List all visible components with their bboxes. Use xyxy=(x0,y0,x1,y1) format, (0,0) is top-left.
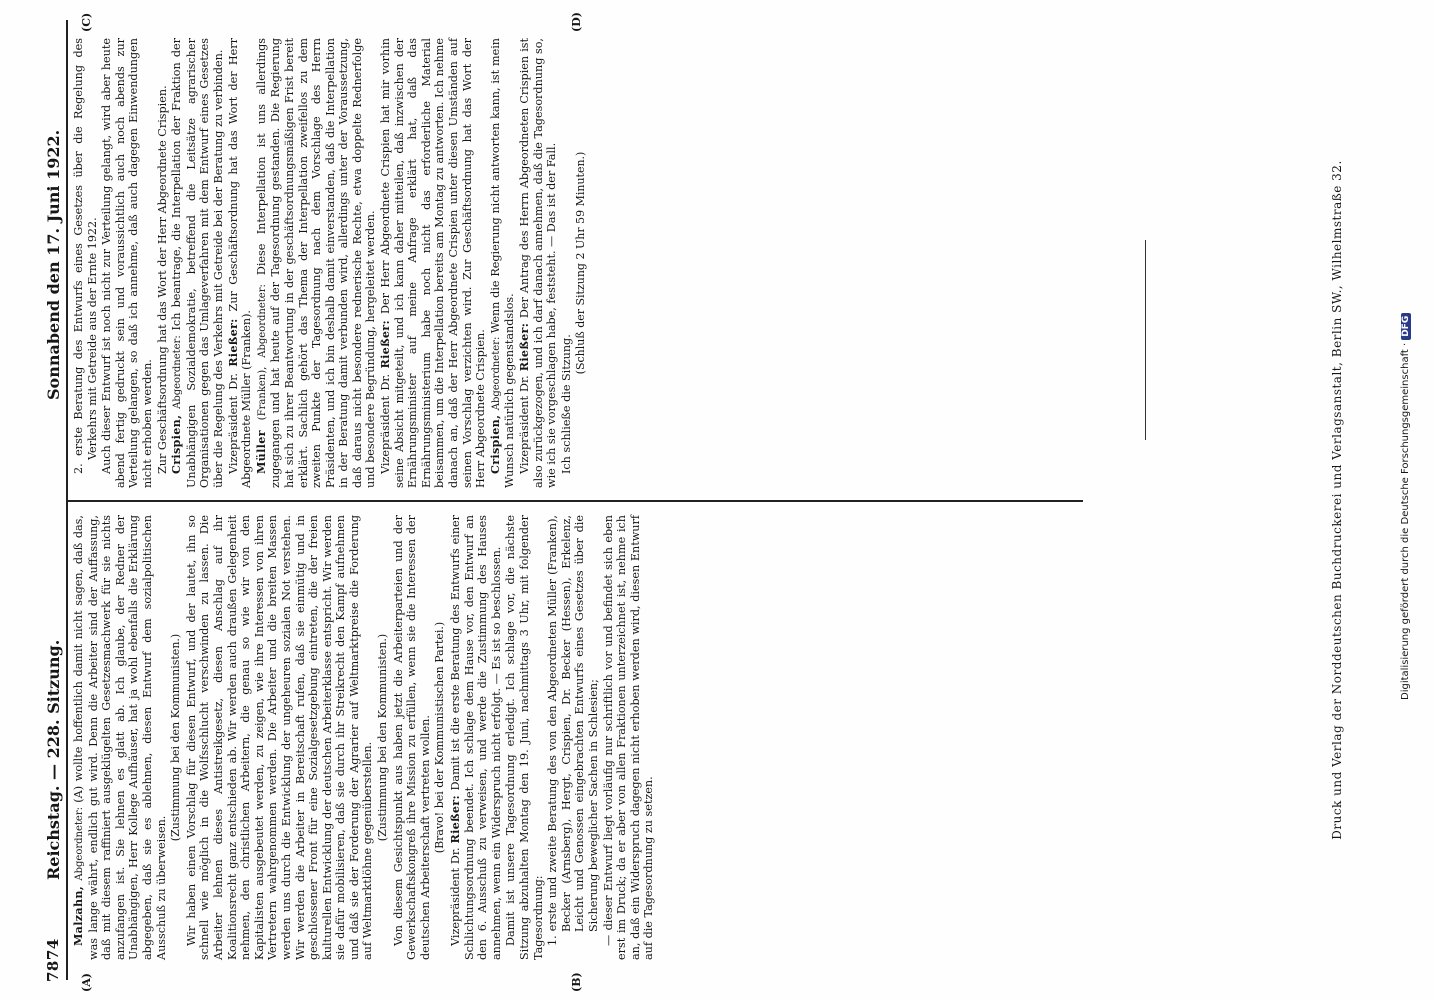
margin-mark-d: (D) xyxy=(570,12,583,32)
left-column xyxy=(72,515,1082,960)
interjection xyxy=(376,515,390,960)
speech-paragraph xyxy=(449,515,503,960)
speaker-name: Rießer: xyxy=(448,790,463,844)
speaker-role: Abgeordneter: xyxy=(490,333,502,411)
paragraph-text: Auch dieser Entwurf ist noch nicht zur Verteilung gelangt, wird aber heute abend fertig gedruckt sein und voraussichtlich auch noch abends zur Verteilung gelangen, so daß ich annehme, daß auch dagegen Einwendungen nicht erhoben werden. xyxy=(100,38,154,488)
paragraph xyxy=(156,38,170,488)
speaker-name: Rießer: xyxy=(517,318,531,372)
paragraph xyxy=(185,515,375,960)
interjection xyxy=(574,38,588,488)
paragraph xyxy=(100,38,154,488)
paragraph-text: (Zustimmung bei den Kommunisten.) xyxy=(376,633,390,842)
paragraph-text: Wenn die Regierung nicht antworten kann, ist mein Wunsch natürlich gegenstandslos. xyxy=(488,38,517,488)
paragraph-text: Damit ist unsere Tagesordnung erledigt. Ich schlage vor, die nächste Sitzung abzuhalten Montag den 19. Juni, nachmittags 3 Uhr, mit folgender Tagesordnung: xyxy=(504,515,545,960)
header-left-title: Reichstag. — 228. Sitzung. xyxy=(44,639,63,880)
speaker-name: Crispien, xyxy=(169,408,184,474)
paragraph-text: Ich schließe die Sitzung. xyxy=(559,334,573,474)
speaker-role: Vizepräsident Dr. xyxy=(379,368,393,474)
speaker-name: Rießer: xyxy=(225,311,240,367)
paragraph-text: Ich beantrage, die Interpellation der Fraktion der Unabhängigen Sozialdemokratie, betreffend die Leitsätze agrarischer Organisationen gegen das Umlageverfahren mit dem Entwurf eines Gesetzes über die Regelung des Verkehrs mit Getreide bei der Beratung zu verbinden. xyxy=(170,38,225,488)
digitization-text: Digitalisierung gefördert durch die Deutsche Forschungsgemeinschaft · xyxy=(1400,342,1411,700)
paragraph-text: (A) wollte hoffentlich damit nicht sagen, daß das, was lange währt, endlich gut wird. Denn die Arbeiter sind der Auffassung, daß mit diesem raffiniert ausgeklügelten Gesetzesmachwerk für sie nichts anzufangen ist. Sie lehnen es glatt ab. Ich glaube, der Redner der Unabhängigen, Herr Kollege Aufhäuser, hat ja wohl ebenfalls die Erklärung abgegeben, daß sie es ablehnen, diesen Entwurf dem sozialpolitischen Ausschuß zu überweisen. xyxy=(72,515,168,960)
paragraph-text: Damit ist die erste Beratung des Entwurfs einer Schlichtungsordnung beendet. Ich schlage dem Hause vor, den Entwurf an den 6. Ausschuß zu verweisen, und werde die Zustimmung des Hauses annehmen, wenn ein Widerspruch nicht erfolgt. — Es ist so beschlossen. xyxy=(449,515,503,960)
speaker-role: Vizepräsident Dr. xyxy=(518,371,531,474)
header-right-title: Sonnabend den 17. Juni 1922. xyxy=(44,129,63,400)
page-number: 7874 xyxy=(44,938,62,982)
paragraph xyxy=(504,515,545,960)
speaker-name: Crispien, xyxy=(487,410,502,474)
agenda-item xyxy=(72,38,99,488)
speaker-role: (Franken), Abgeordneter: xyxy=(256,275,268,421)
paragraph-text: (Bravo! bei der Kommunistischen Partei.) xyxy=(433,621,447,854)
dfg-logo-badge: DFG xyxy=(1401,313,1411,340)
paragraph-text: Von diesem Gesichtspunkt aus haben jetzt die Arbeiterparteien und der Gewerkschaftskongreß ihre Mission zu erfüllen, wenn sie die Interessen der deutschen Arbeiterschaft vertreten wollen. xyxy=(391,515,432,960)
speech-paragraph xyxy=(170,38,225,488)
paragraph-text: Der Herr Abgeordnete Crispien hat mir vorhin seine Absicht mitgeteilt, und ich kann daher mitteilen, daß inzwischen der Ernährungsminister auf meine Anfrage erklärt hat, daß das Ernährungsministerium habe noch nicht das erforderliche Material beisammen, um die Interpellation bereits am Montag zu antworten. Ich nehme danach an, daß der Herr Abgeordnete Crispien unter diesen Umständen auf seinen Vorschlag verzichten wird. Zur Geschäftsordnung hat das Wort der Herr Abgeordnete Crispien. xyxy=(379,38,488,488)
speech-paragraph xyxy=(379,38,488,488)
speaker-role: Vizepräsident Dr. xyxy=(226,366,240,474)
right-column xyxy=(72,38,1082,488)
speech-paragraph xyxy=(72,515,168,960)
paragraph-text: (Schluß der Sitzung 2 Uhr 59 Minuten.) xyxy=(574,151,588,375)
speech-paragraph xyxy=(227,38,254,488)
speaker-role: Vizepräsident Dr. xyxy=(449,843,463,946)
speaker-role: Abgeordneter: xyxy=(172,330,184,409)
interjection xyxy=(169,515,183,960)
paragraph-text: Diese Interpellation ist uns allerdings zugegangen und hat heute auf der Tagesordnung gestanden. Die Regierung hat sich zu ihrer Beantwortung in der geschäftsordnungsmäßigen Frist bereit erklärt. Sachlich gehört das Thema der Interpellation zweifellos zu dem zweiten Punkte der Tagesordnung nach dem Vorschlage des Herrn Präsidenten, und ich bin deshalb damit einverstanden, daß die Interpellation in der Beratung damit verbunden wird, allerdings unter der Voraussetzung, daß daraus nicht besondere rednerische Rechte, etwa doppelte Rednerfolge und besondere Begründung, hergeleitet werden. xyxy=(254,37,378,488)
paragraph-text: (Zustimmung bei den Kommunisten.) xyxy=(169,633,183,842)
speaker-role: Abgeordneter: xyxy=(74,802,85,881)
speech-paragraph xyxy=(255,38,378,488)
interjection xyxy=(433,515,447,960)
end-rule xyxy=(1145,240,1146,440)
digitization-note xyxy=(1400,313,1411,700)
printer-footer: Druck und Verlag der Norddeutschen Buchdruckerei und Verlagsanstalt, Berlin SW., Wilhelmstraße 32. xyxy=(1330,160,1344,840)
speaker-name: Müller xyxy=(253,420,268,474)
speaker-name: Rießer: xyxy=(378,314,393,369)
speech-paragraph xyxy=(489,38,517,488)
paragraph xyxy=(560,38,574,488)
speaker-name: Malzahn, xyxy=(71,880,85,946)
paragraph-text: Wir haben einen Vorschlag für diesen Entwurf, und der lautet, ihn so schnell wie möglich in die Wolfsschlucht verschwinden zu lassen. Die Arbeiter lehnen dieses Antistreikgesetz, diesen Anschlag auf ihr Koalitionsrecht ganz entschieden ab. Wir werden auch draußen Gelegenheit nehmen, den christlichen Arbeitern, die genau so wie wir von den Kapitalisten ausgebeutet werden, zu zeigen, wie ihre Interessen von ihren Vertretern wahrgenommen werden. Die Arbeiter und die breiten Massen werden uns durch die Entwicklung der ungeheuren sozialen Not verstehen. Wir werden die Arbeiter in Bereitschaft rufen, daß sie einmütig und in geschlossener Front für eine Sozialgesetzgebung eintreten, die der freien kulturellen Entwicklung der deutschen Arbeiterklasse entspricht. Wir werden sie dafür mobilisieren, daß sie durch ihr Streikrecht den Kampf aufnehmen und daß sie der Forderung der Agrarier auf Weltmarktpreise die Forderung auf Weltmarktlöhne gegenüberstellen. xyxy=(184,515,375,960)
agenda-item xyxy=(546,515,600,960)
margin-mark-a: (A) xyxy=(80,973,93,992)
margin-mark-b: (B) xyxy=(570,972,583,992)
paragraph xyxy=(392,515,433,960)
margin-mark-c: (C) xyxy=(80,12,93,32)
paragraph-text: Der Antrag des Herrn Abgeordneten Crispien ist also zurückgezogen, und ich darf danach annehmen, daß die Tagesordnung so, wie ich sie vorgeschlagen habe, feststeht. — Das ist der Fall. xyxy=(518,37,559,488)
column-divider xyxy=(68,501,1083,503)
paragraph xyxy=(602,515,656,960)
paragraph-text: 1. erste und zweite Beratung des von den Abgeordneten Müller (Franken), Becker (Arnsberg), Hergt, Crispien, Dr. Becker (Hessen), Erkelenz, Leicht und Genossen eingebrachten Entwurfs eines Gesetzes über die Sicherung beweglicher Sachen in Schlesien; xyxy=(546,515,600,946)
speech-paragraph xyxy=(518,38,559,488)
paragraph-text: Zur Geschäftsordnung hat das Wort der Herr Abgeordnete Müller (Franken). xyxy=(226,38,254,488)
paragraph-text: Zur Geschäftsordnung hat das Wort der Herr Abgeordnete Crispien. xyxy=(155,85,169,474)
paragraph-text: 2. erste Beratung des Entwurfs eines Gesetzes über die Regelung des Verkehrs mit Getreide aus der Ernte 1922. xyxy=(72,38,99,474)
paragraph-text: — dieser Entwurf liegt vorläufig nur schriftlich vor und befindet sich eben erst im Druck; da er aber von allen Fraktionen unterzeichnet ist, nehme ich an, daß ein Widerspruch dagegen nicht erhoben werden wird, diesen Entwurf auf die Tagesordnung zu setzen. xyxy=(601,515,656,960)
